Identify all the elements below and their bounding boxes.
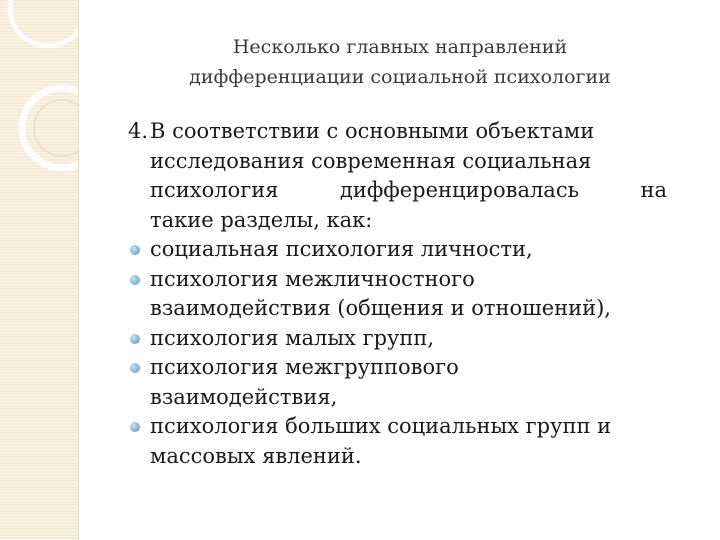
list-item <box>128 265 698 324</box>
bullet-icon <box>130 245 140 255</box>
item-number: 4. <box>128 119 149 143</box>
paragraph-line: В соответствии с основными объектами <box>150 119 595 143</box>
list-item-text: массовых явлений. <box>150 443 362 468</box>
list-item-text: психология больших социальных групп и <box>150 414 612 438</box>
list-item-text: психология малых групп, <box>150 325 435 350</box>
paragraph-line: психология дифференцировалась на <box>150 178 667 202</box>
slide-title-line: Несколько главных направлений <box>232 36 568 58</box>
bullet-icon <box>130 334 140 344</box>
list-item-text: взаимодействия, <box>150 384 338 409</box>
list-item <box>128 324 698 354</box>
list-item <box>128 235 698 265</box>
decorative-side-strip <box>0 0 79 540</box>
list-item <box>128 412 698 471</box>
slide-title-line: дифференциации социальной психологии <box>189 66 611 88</box>
list-item-text: взаимодействия (общения и отношений), <box>150 296 611 320</box>
decorative-circles-icon <box>0 0 78 540</box>
slide-title <box>150 32 650 92</box>
list-item-text: социальная психология личности, <box>150 237 533 261</box>
paragraph-line: исследования современная социальная <box>150 148 592 173</box>
numbered-paragraph <box>128 117 698 235</box>
list-item-text: психология межличностного <box>150 266 475 291</box>
list-item <box>128 353 698 412</box>
slide-body <box>128 117 698 471</box>
paragraph-line: такие разделы, как: <box>150 207 373 232</box>
bullet-icon <box>130 422 140 432</box>
bullet-icon <box>130 363 140 373</box>
bullet-icon <box>130 275 140 285</box>
list-item-text: психология межгруппового <box>150 355 459 379</box>
